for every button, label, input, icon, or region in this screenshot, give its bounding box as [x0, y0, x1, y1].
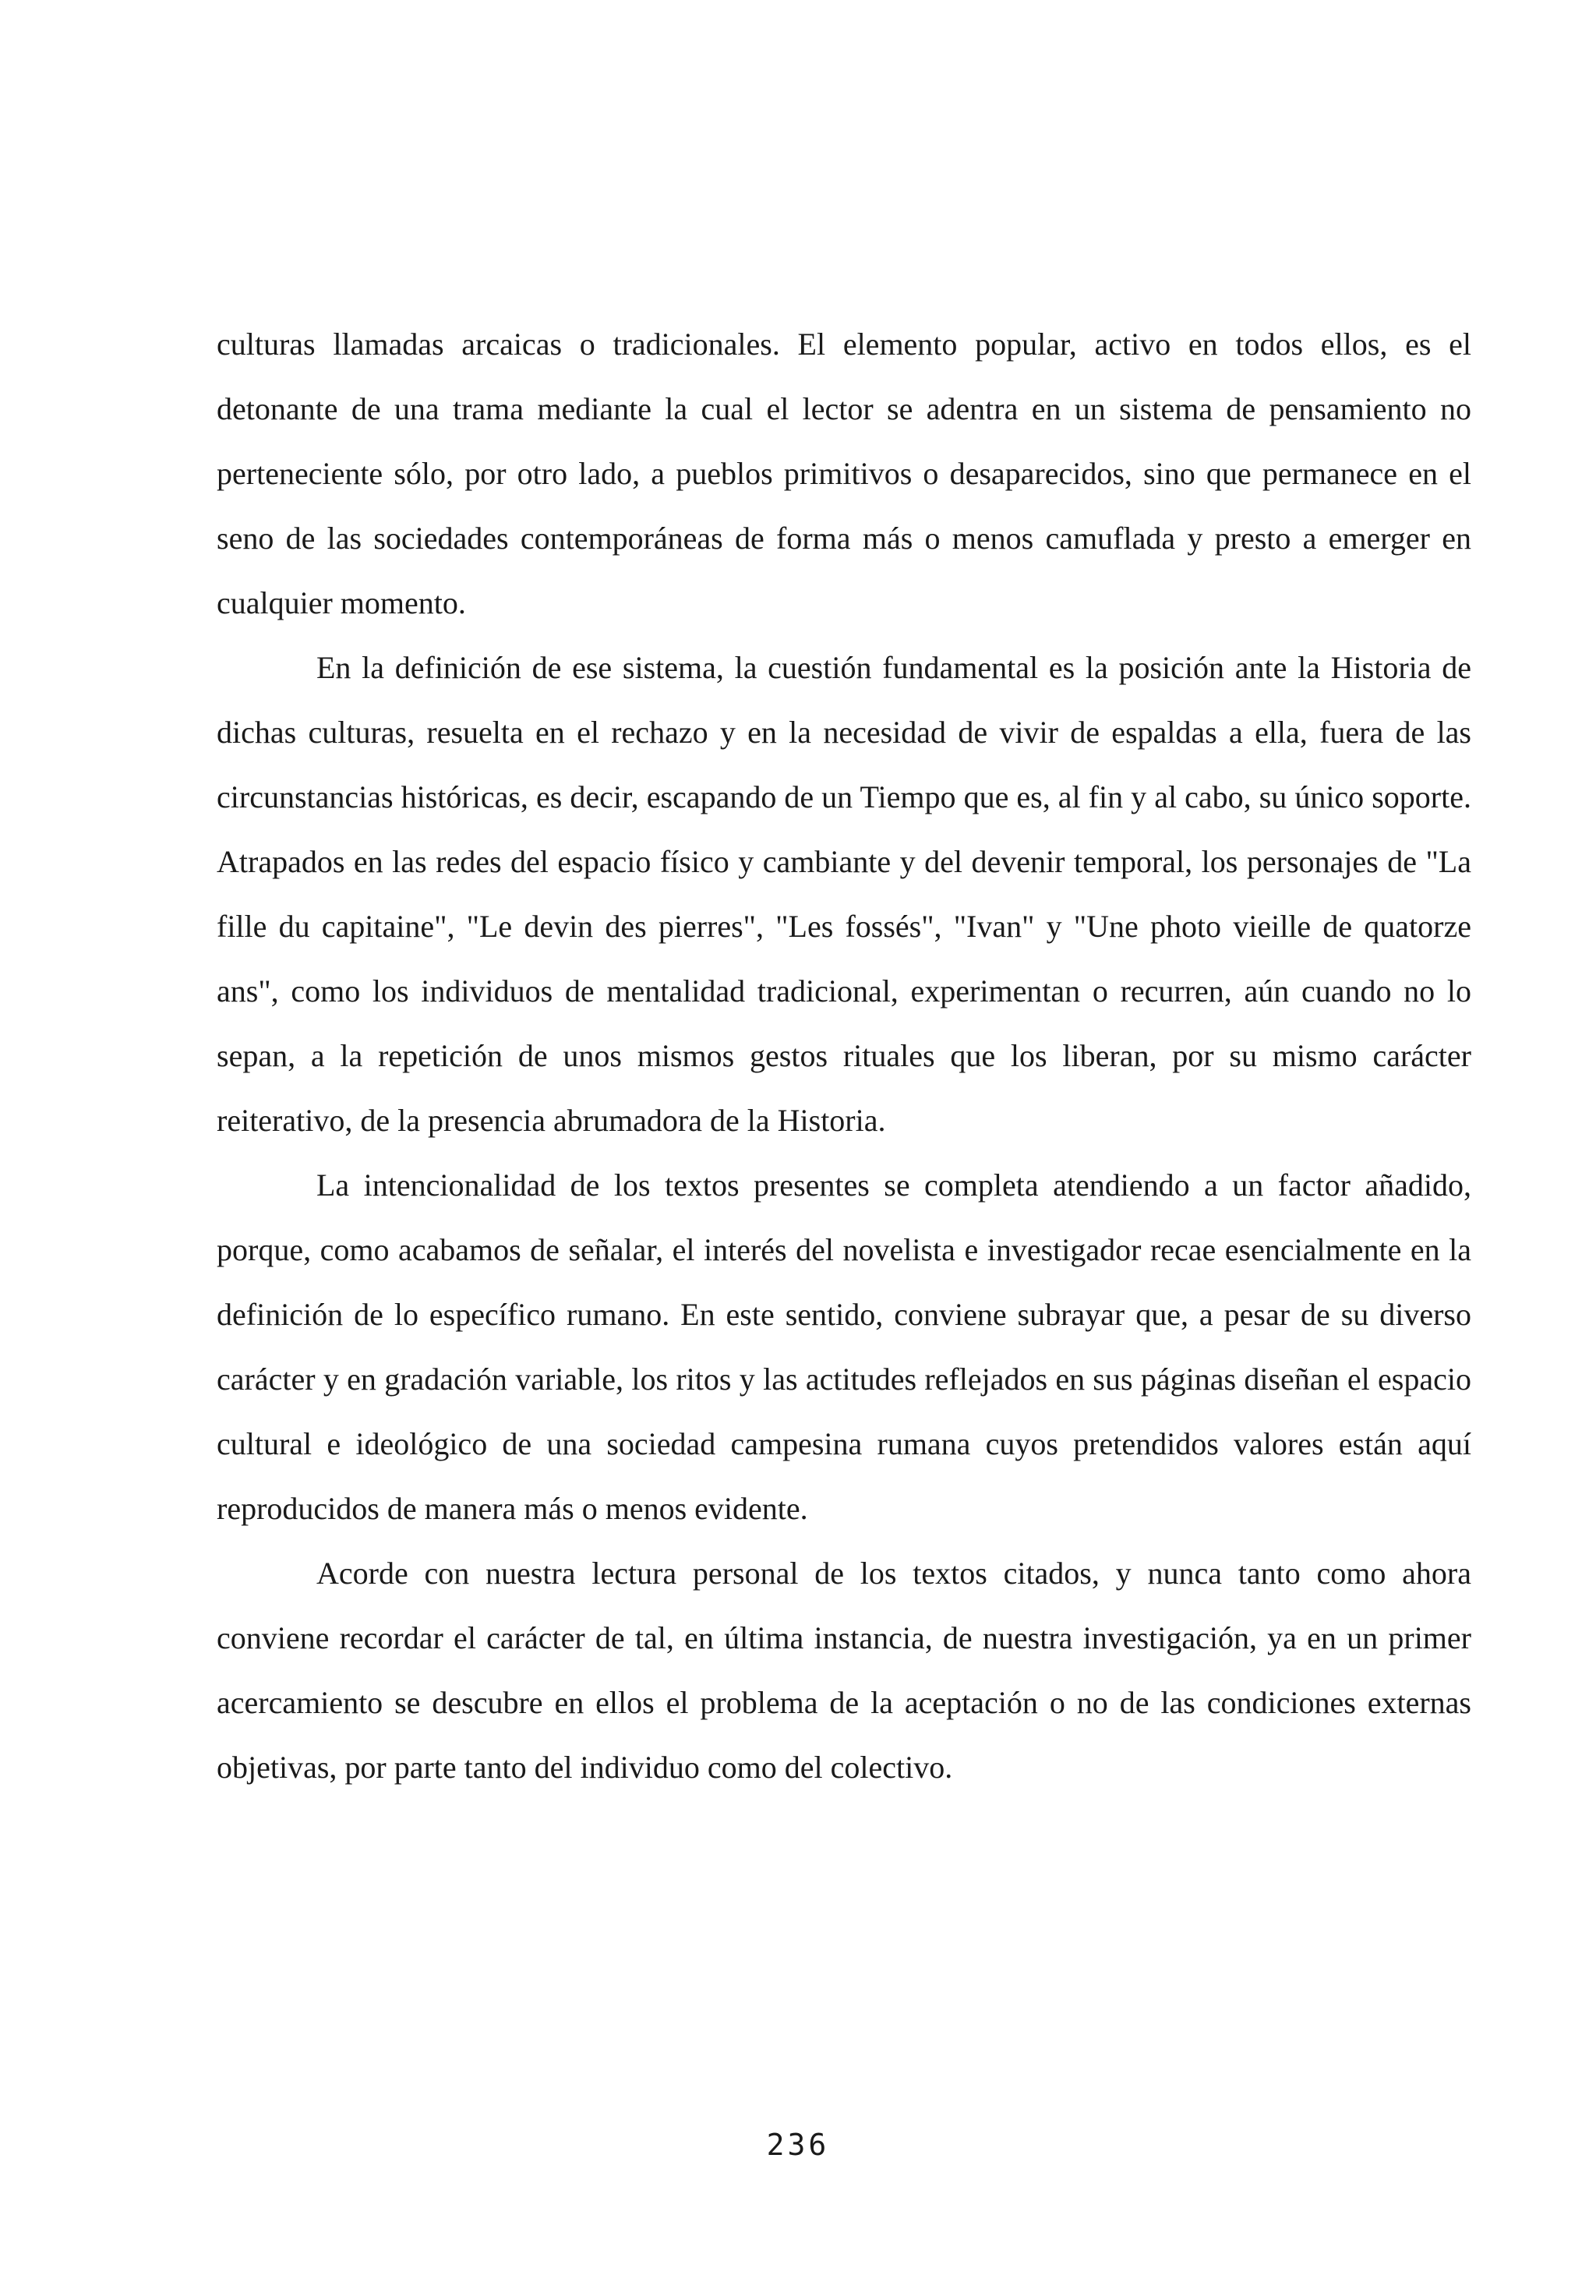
paragraph-history: En la definición de ese sistema, la cuestión fundamental es la posición ante la Historia de dichas culturas, resuelta en el rechazo y en la necesidad de vivir de espaldas a ella, fuera de las circunstancias históricas, es decir, escapando de un Tiempo que es, al fin y al cabo, su único soporte. Atrapados en las redes del espacio físico y cambiante y del devenir temporal, los personajes de "La fille du capitaine", "Le devin des pierres", "Les fossés", "Ivan" y "Une photo vieille de quatorze ans", como los individuos de mentalidad tradicional, experimentan o recurren, aún cuando no lo sepan, a la repetición de unos mismos gestos rituales que los liberan, por su mismo carácter reiterativo, de la presencia abrumadora de la Historia. — [217, 650, 1471, 1138]
paragraph-reading: Acorde con nuestra lectura personal de los textos citados, y nunca tanto como ahora conviene recordar el carácter de tal, en última instancia, de nuestra investigación, ya en un primer acercamiento se descubre en ellos el problema de la aceptación o no de las condiciones externas objetivas, por parte tanto del individuo como del colectivo. — [217, 1556, 1471, 1785]
paragraph-continuation: culturas llamadas arcaicas o tradicionales. El elemento popular, activo en todos ellos, es el detonante de una trama mediante la cual el lector se adentra en un sistema de pensamiento no perteneciente sólo, por otro lado, a pueblos primitivos o desaparecidos, sino que permanece en el seno de las sociedades contemporáneas de forma más o menos camuflada y presto a emerger en cualquier momento. — [217, 327, 1471, 620]
page-number: 236 — [766, 2128, 830, 2162]
paragraph-intentionality: La intencionalidad de los textos presentes se completa atendiendo a un factor añadido, porque, como acabamos de señalar, el interés del novelista e investigador recae esencialmente en la definición de lo específico rumano. En este sentido, conviene subrayar que, a pesar de su diverso carácter y en gradación variable, los ritos y las actitudes reflejados en sus páginas diseñan el espacio cultural e ideológico de una sociedad campesina rumana cuyos pretendidos valores están aquí reproducidos de manera más o menos evidente. — [217, 1167, 1471, 1526]
body-text — [217, 312, 1471, 1800]
